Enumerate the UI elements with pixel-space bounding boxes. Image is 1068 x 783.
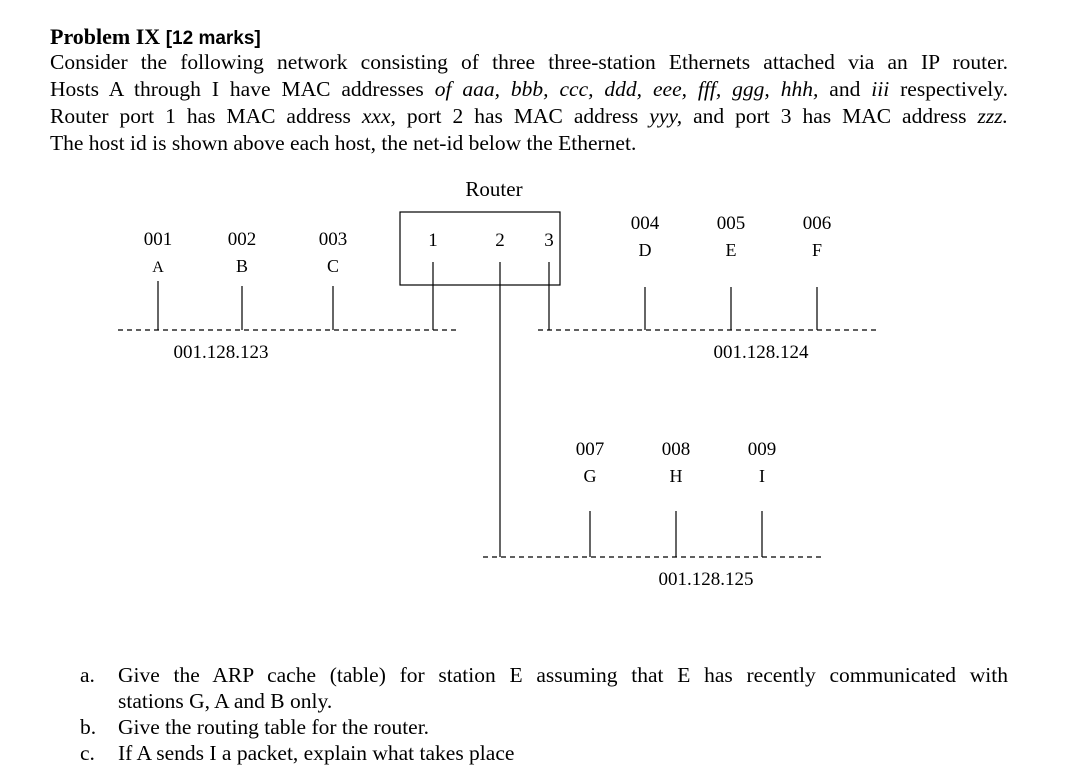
network-1-label: 001.128.123 — [173, 342, 269, 363]
intro-line-3-p1: Router port 1 has MAC address — [50, 104, 362, 128]
question-a-line-2: stations G, A and B only. — [118, 689, 333, 713]
intro-line-2-before: Hosts A through I have MAC addresses — [50, 77, 435, 101]
intro-line-3-p2: port 2 has MAC address — [395, 104, 650, 128]
network-2-label: 001.128.124 — [713, 342, 809, 363]
host-i-id: 009 — [747, 439, 777, 460]
host-c-name: C — [326, 256, 340, 276]
host-d-id: 004 — [630, 213, 660, 234]
question-b — [80, 714, 1008, 740]
intro-line-3-p3: and port 3 has MAC address — [682, 104, 978, 128]
port3-mac: zzz. — [977, 104, 1008, 128]
host-h-id: 008 — [661, 439, 691, 460]
question-b-letter: b. — [80, 715, 97, 739]
host-c-id: 003 — [318, 229, 348, 250]
port2-mac: yyy, — [649, 104, 683, 128]
host-d-name: D — [638, 240, 652, 260]
host-h-name: H — [669, 466, 683, 486]
intro-line-2-after: respectively. — [889, 77, 1008, 101]
host-b-id: 002 — [227, 229, 257, 250]
problem-title-text: Problem IX — [50, 24, 161, 49]
host-e-id: 005 — [716, 213, 746, 234]
question-a — [80, 662, 1008, 714]
question-c — [80, 740, 1008, 766]
host-i-name: I — [759, 466, 765, 486]
host-e-name: E — [725, 240, 737, 260]
host-b-name: B — [235, 256, 249, 276]
question-b-line-1: Give the routing table for the router. — [118, 715, 430, 739]
host-a-name: A — [152, 259, 164, 276]
intro-line-4: The host id is shown above each host, the net-id below the Ethernet. — [50, 131, 637, 155]
router-label: Router — [465, 177, 523, 201]
host-f-name: F — [811, 240, 823, 260]
router-box — [400, 212, 560, 285]
question-c-letter: c. — [80, 741, 95, 765]
intro-line-2-mid: and — [818, 77, 872, 101]
question-a-line-1: Give the ARP cache (table) for station E assuming that E has recently communicated with — [118, 663, 1008, 687]
intro-mac-list: of aaa, bbb, ccc, ddd, eee, fff, ggg, hhh, — [434, 77, 819, 101]
router-port-2: 2 — [495, 230, 505, 251]
question-c-line-1: If A sends I a packet, explain what takes place — [118, 741, 515, 765]
router-port-1: 1 — [428, 230, 438, 251]
problem-marks: [12 marks] — [165, 28, 261, 49]
host-g-name: G — [583, 466, 597, 486]
host-g-id: 007 — [575, 439, 605, 460]
host-f-id: 006 — [802, 213, 832, 234]
host-a-id: 001 — [143, 229, 173, 250]
router-port-3: 3 — [544, 230, 554, 251]
intro-line-1: Consider the following network consisting of three three-station Ethernets attached via an IP router. — [50, 50, 1008, 74]
intro-mac-last: iii — [871, 77, 890, 101]
network-3-label: 001.128.125 — [658, 569, 754, 590]
question-a-letter: a. — [80, 663, 95, 687]
port1-mac: xxx, — [361, 104, 396, 128]
